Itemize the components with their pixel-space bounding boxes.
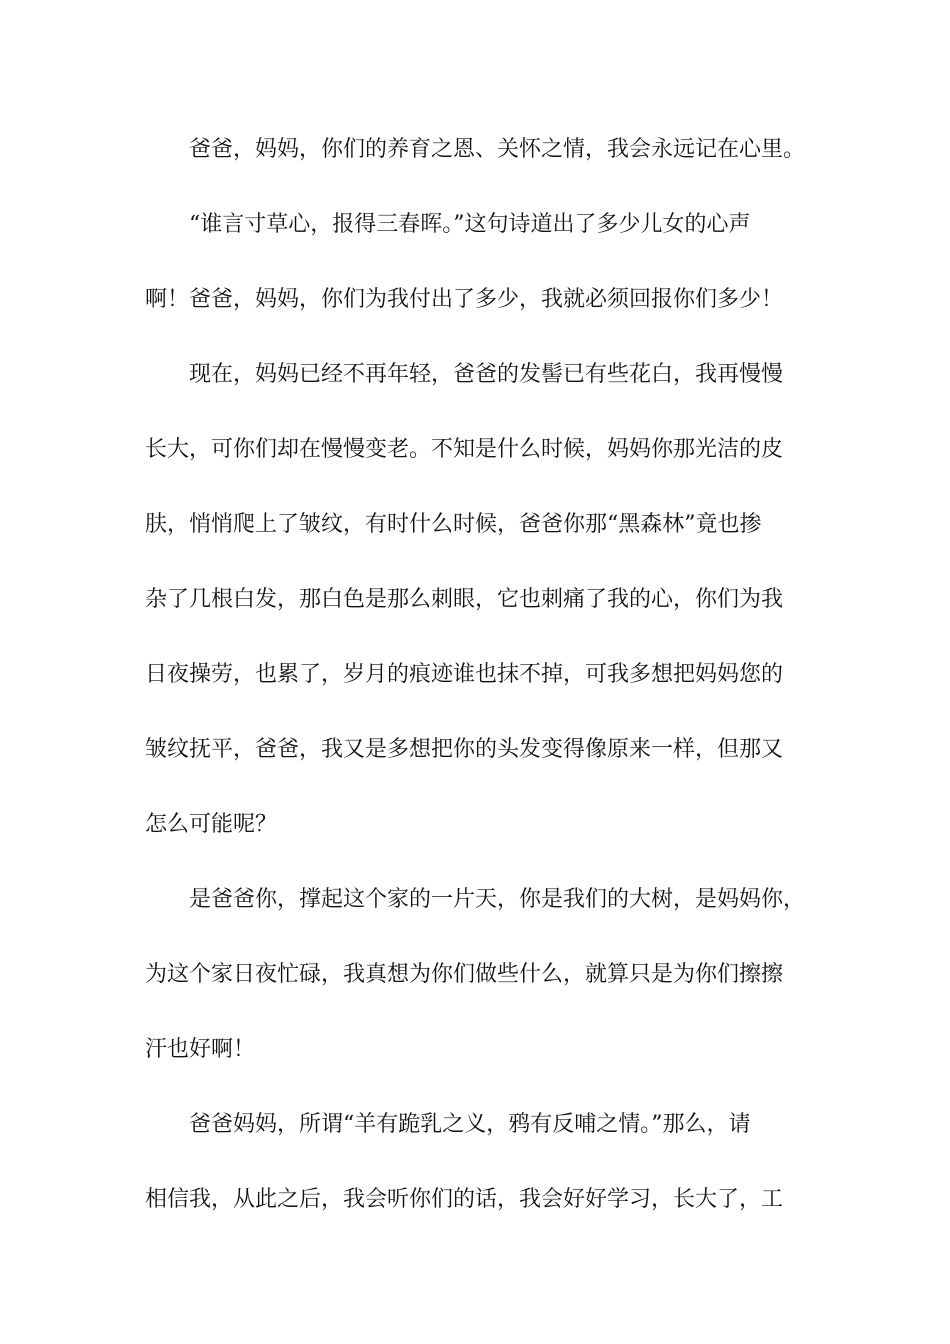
text-line-11: 是爸爸你，撑起这个家的一片天，你是我们的大树，是妈妈你，: [189, 887, 806, 912]
text-line-14: 爸爸妈妈，所谓“羊有跪乳之义，鸦有反哺之情。”那么，请: [189, 1112, 751, 1137]
text-line-10: 怎么可能呢？: [145, 812, 278, 837]
text-line-12: 为这个家日夜忙碌，我真想为你们做些什么，就算只是为你们擦擦: [145, 962, 784, 987]
text-line-3: 啊！爸爸，妈妈，你们为我付出了多少，我就必须回报你们多少！: [145, 287, 784, 312]
text-line-9: 皱纹抚平，爸爸，我又是多想把你的头发变得像原来一样，但那又: [145, 737, 784, 762]
text-line-4: 现在，妈妈已经不再年轻，爸爸的发髻已有些花白，我再慢慢: [189, 362, 784, 387]
text-line-15: 相信我，从此之后，我会听你们的话，我会好好学习，长大了，工: [145, 1187, 784, 1212]
text-line-6: 肤，悄悄爬上了皱纹，有时什么时候，爸爸你那“黑森林”竟也掺: [145, 512, 762, 537]
text-line-5: 长大，可你们却在慢慢变老。不知是什么时候，妈妈你那光洁的皮: [145, 437, 784, 462]
text-line-1: 爸爸，妈妈，你们的养育之恩、关怀之情，我会永远记在心里。: [189, 137, 806, 162]
text-line-2: “谁言寸草心，报得三春晖。”这句诗道出了多少儿女的心声: [189, 212, 751, 237]
text-line-7: 杂了几根白发，那白色是那么刺眼，它也刺痛了我的心，你们为我: [145, 587, 784, 612]
text-line-8: 日夜操劳，也累了，岁月的痕迹谁也抹不掉，可我多想把妈妈您的: [145, 662, 784, 687]
text-line-13: 汗也好啊！: [145, 1037, 256, 1062]
